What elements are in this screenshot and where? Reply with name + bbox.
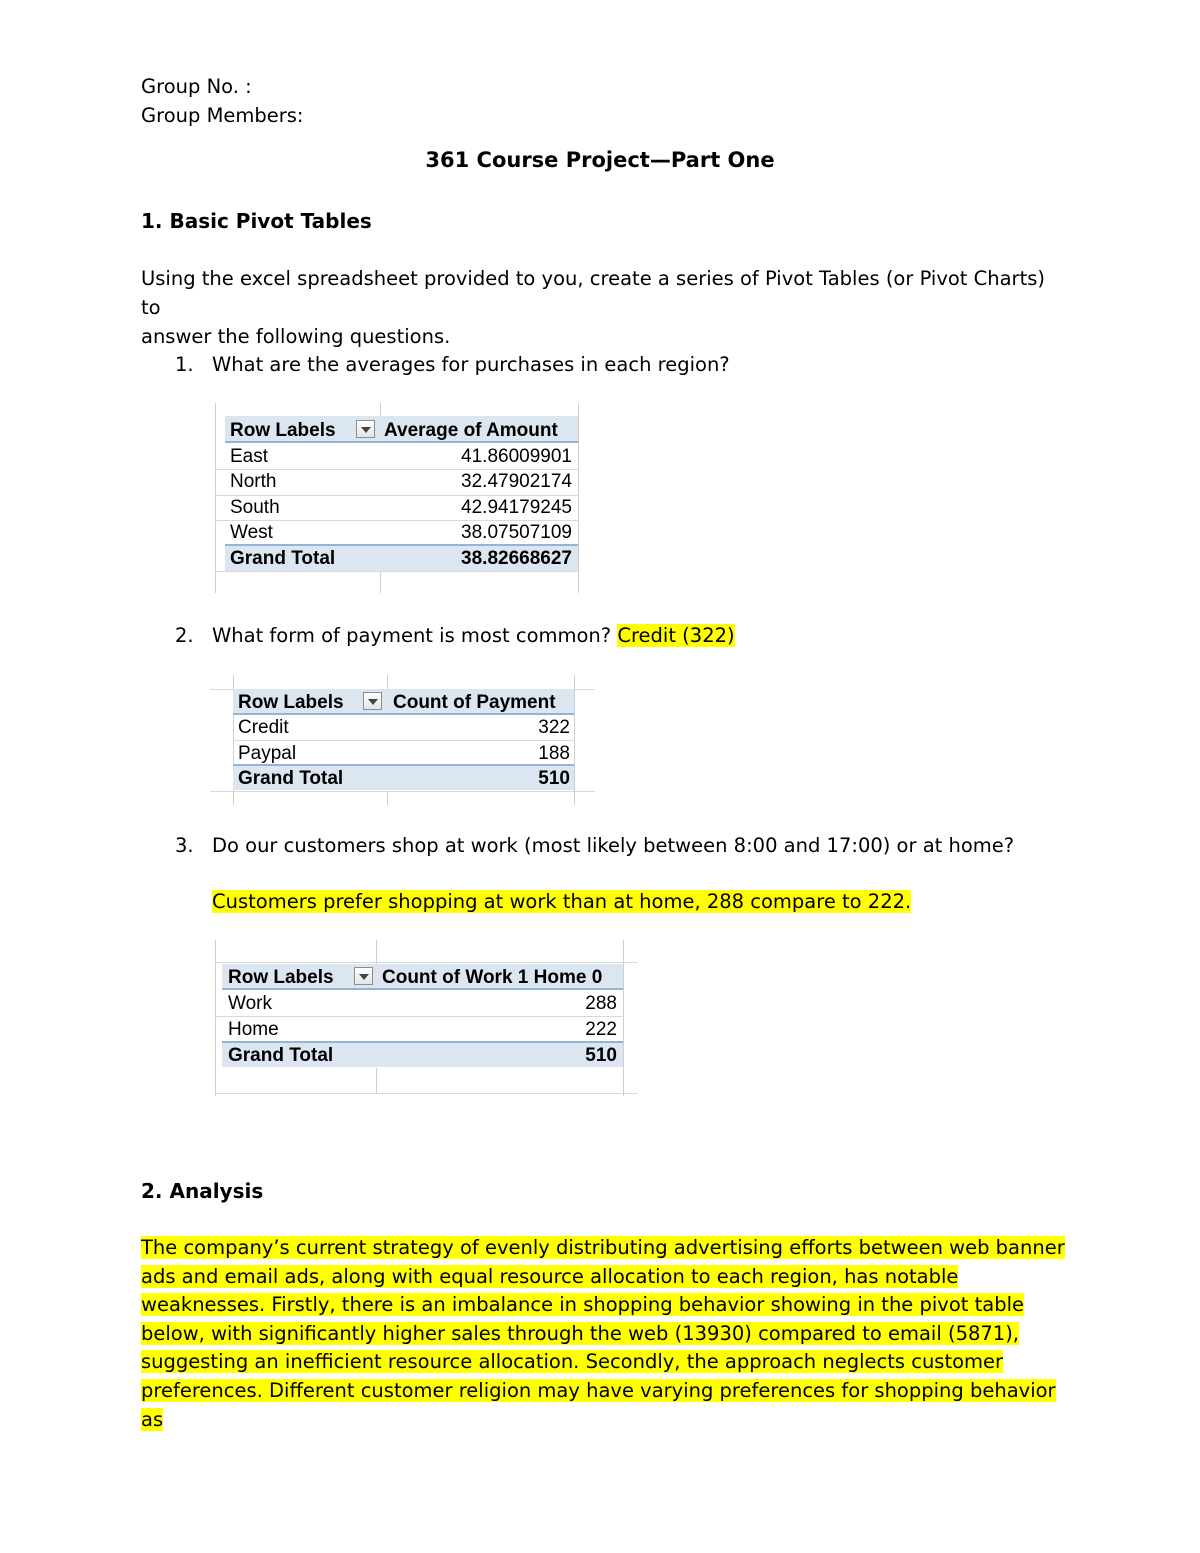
question-2 — [175, 621, 1075, 650]
intro-line: answer the following questions. — [141, 325, 451, 348]
table-row-label: Home — [228, 1019, 279, 1040]
table-row-value: 42.94179245 — [461, 497, 572, 518]
section-2-heading: 2. Analysis — [141, 1179, 264, 1203]
table-row-value: 322 — [538, 717, 570, 738]
analysis-line: below, with significantly higher sales through the web (13930) compared to email (5871), — [141, 1321, 1020, 1345]
pivot-table-payment-count — [210, 675, 595, 805]
row-labels-header: Row Labels — [238, 692, 344, 713]
grand-total-value: 510 — [538, 768, 570, 789]
question-1 — [175, 350, 1075, 379]
pivot-table-work-home — [210, 940, 642, 1096]
analysis-line: ads and email ads, along with equal resource allocation to each region, has notable — [141, 1264, 959, 1288]
question-3 — [175, 831, 1075, 860]
group-no-label: Group No. : — [141, 75, 252, 98]
filter-dropdown-icon[interactable] — [356, 420, 375, 438]
filter-dropdown-icon[interactable] — [363, 692, 382, 710]
analysis-line: weaknesses. Firstly, there is an imbalance in shopping behavior showing in the pivot table — [141, 1293, 1025, 1317]
section-1-heading: 1. Basic Pivot Tables — [141, 209, 372, 233]
intro-line: Using the excel spreadsheet provided to you, create a series of Pivot Tables (or Pivot Charts) to — [141, 267, 1045, 319]
table-row-label: South — [230, 497, 280, 518]
table-row-value: 32.47902174 — [461, 471, 572, 492]
analysis-paragraph — [141, 1234, 1081, 1434]
table-row-value: 188 — [538, 743, 570, 764]
grand-total-label: Grand Total — [238, 768, 344, 789]
question-answer: Credit (322) — [617, 624, 735, 647]
question-text: What form of payment is most common? — [212, 624, 612, 647]
table-row-label: Paypal — [238, 743, 297, 764]
question-text: What are the averages for purchases in each region? — [212, 353, 730, 376]
question-text: Do our customers shop at work (most likely between 8:00 and 17:00) or at home? — [212, 834, 1015, 857]
table-row-value: 222 — [585, 1019, 617, 1040]
table-row-label: North — [230, 471, 277, 492]
question-3-answer — [212, 887, 911, 916]
grand-total-label: Grand Total — [228, 1045, 334, 1066]
pivot-table-average-amount — [210, 403, 590, 593]
question-number: 2. — [175, 624, 194, 647]
analysis-line: The company’s current strategy of evenly distributing advertising efforts between web banner — [141, 1236, 1065, 1259]
question-number: 3. — [175, 834, 194, 857]
grand-total-value: 510 — [585, 1045, 617, 1066]
value-header: Count of Work 1 Home 0 — [382, 967, 603, 988]
value-header: Average of Amount — [384, 420, 558, 441]
question-answer: Customers prefer shopping at work than at home, 288 compare to 222. — [212, 890, 912, 913]
table-row-value: 41.86009901 — [461, 446, 572, 467]
analysis-line: suggesting an inefficient resource allocation. Secondly, the approach neglects customer — [141, 1350, 1004, 1374]
question-number: 1. — [175, 353, 194, 376]
value-header: Count of Payment — [393, 692, 556, 713]
grand-total-label: Grand Total — [230, 548, 336, 569]
filter-dropdown-icon[interactable] — [354, 967, 373, 985]
table-row-label: Credit — [238, 717, 289, 738]
table-row-value: 38.07507109 — [461, 522, 572, 543]
row-labels-header: Row Labels — [228, 967, 334, 988]
grand-total-value: 38.82668627 — [461, 548, 572, 569]
page-title: 361 Course Project—Part One — [425, 148, 775, 172]
analysis-line: preferences. Different customer religion may have varying preferences for shopping behavior as — [141, 1378, 1056, 1431]
table-row-label: East — [230, 446, 269, 467]
group-members-label: Group Members: — [141, 104, 304, 127]
intro-paragraph — [141, 264, 1066, 351]
table-row-value: 288 — [585, 993, 617, 1014]
table-row-label: Work — [228, 993, 272, 1014]
row-labels-header: Row Labels — [230, 420, 336, 441]
table-row-label: West — [230, 522, 273, 543]
